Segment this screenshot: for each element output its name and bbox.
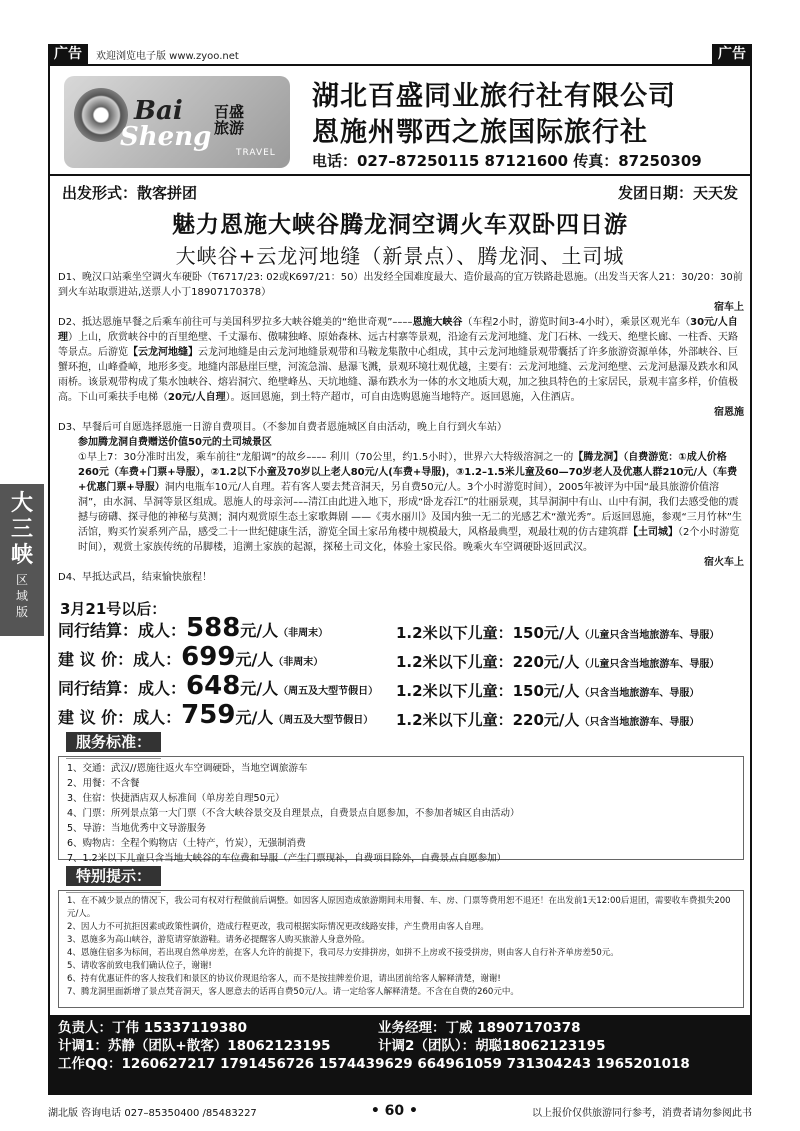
- ad-label-left: 广告: [48, 44, 88, 64]
- ad-label-right: 广告: [712, 44, 752, 64]
- itinerary-day1: D1、晚汉口站乘坐空调火车硬卧（T6717/23: 02或K697/21：50）出发经全国难度最大、造价最高的宜万铁路赴恩施。（出发当天客人21：30/20：30前到火车站取票进站,送票人小丁18907170378）: [58, 272, 743, 298]
- day1-stay: 宿车上: [714, 302, 744, 313]
- day2-stay: 宿恩施: [714, 407, 744, 418]
- notice-list: [58, 890, 744, 1008]
- service-item: 2、用餐：不含餐: [67, 778, 140, 789]
- logo-travel-text: TRAVEL: [236, 148, 276, 158]
- price-row: 同行结算：成人：648元/人（周五及大型节假日） 1.2米以下儿童：150元/人（只含当地旅游车、导服）: [58, 671, 700, 701]
- page-number: • 60 •: [370, 1103, 418, 1119]
- ad-frame: [48, 64, 752, 1095]
- logo-word-sheng: Sheng: [120, 122, 212, 152]
- departure-form: 出发形式：散客拼团: [62, 184, 198, 202]
- notice-item: 3、恩施多为高山峡谷，游览请穿旅游鞋。请务必提醒客人购买旅游人身意外险。: [67, 935, 370, 945]
- company-name-2: 恩施州鄂西之旅国际旅行社: [312, 117, 648, 148]
- tour-title: 魅力恩施大峡谷腾龙洞空调火车双卧四日游: [172, 212, 628, 238]
- departure-row: [62, 182, 738, 203]
- service-heading: 服务标准：: [66, 732, 161, 752]
- baisheng-logo: [64, 76, 290, 168]
- service-item: 6、购物店：全程个购物店（土特产，竹炭），无强制消费: [67, 838, 306, 849]
- page-footer: [48, 1099, 752, 1123]
- contact-bar: [50, 1015, 750, 1093]
- tour-subtitle: 大峡谷+云龙河地缝（新景点）、腾龙洞、土司城: [175, 244, 625, 268]
- adult-price: 588: [186, 613, 241, 643]
- logo-cn-text: 百盛旅游: [214, 103, 245, 137]
- notice-heading: 特别提示：: [66, 866, 161, 886]
- adult-price: 759: [181, 700, 236, 730]
- company-name-1: 湖北百盛同业旅行社有限公司: [312, 81, 676, 112]
- top-ad-bar: [48, 44, 752, 64]
- adult-price: 648: [186, 671, 241, 701]
- side-tab-subtitle: 区域版: [15, 573, 28, 619]
- planner1-contact: 计调1：苏静（团队+散客）18062123195: [58, 1038, 331, 1054]
- price-row: 同行结算：成人：588元/人（非周末） 1.2米以下儿童：150元/人（儿童只含当地旅游车、导服）: [58, 613, 720, 643]
- service-list: [58, 756, 744, 864]
- itinerary-day2: D2、抵达恩施早餐之后乘车前往可与美国科罗拉多大峡谷媲美的“绝世奇观”––––恩施大峡谷（车程2小时，游览时间3-4小时），乘景区观光车（30元/人自理）上山，欣赏峡谷中的百里绝壁、千丈瀑布、傲啸独峰、原始森林、远古村寨等景观，沿途有云龙河地缝、龙门石林、一线天、绝壁长廊、一柱香、天路等景点。后游览【云龙河地缝】云龙河地缝是由云龙河地缝景观带和马鞍龙集散中心组成，其中云龙河地缝景观带囊括了许多旅游资源单体，外部峡谷、巨蟹环抱，山峰叠嶂，地形多变。地缝内部悬崖巨壁，河流急湍、悬瀑飞溅，景观环境壮观优越，主要有：云龙河地缝、云龙河绝壁、云龙河悬瀑及跌水和风雨桥。该景观带构成了集水蚀峡谷、熔岩洞穴、绝壁峰丛、天坑地缝、瀑布跌水为一体的水文地质大观，加之独具特色的土家居民，景观丰富多样，价值极高。下山可乘扶手电梯（20元/人自理）。返回恩施，到土特产超市，可自由选购恩施当地特产。返回恩施，入住酒店。: [58, 317, 738, 403]
- itinerary-day3: D3、早餐后可自愿选择恩施一日游自费项目。（不参加自费者恩施城区自由活动，晚上自行到火车站）: [58, 422, 508, 433]
- price-heading: 3月21号以后：: [60, 600, 167, 618]
- notice-item: 1、在不减少景点的情况下，我公司有权对行程做前后调整。如因客人原因造成旅游期间未用餐、车、房、门票等费用恕不退还！在出发前1天12:00后退团，需要收车费损失200元/人。: [67, 896, 731, 919]
- price-row: 建 议 价：成人：759元/人（周五及大型节假日） 1.2米以下儿童：220元/人（只含当地旅游车、导服）: [58, 700, 700, 730]
- day3-bonus: 参加腾龙洞自费赠送价值50元的土司城景区: [78, 437, 272, 448]
- region-side-tab: [0, 484, 44, 636]
- service-item: 3、住宿：快捷酒店双人标准间（单房差自理50元）: [67, 793, 285, 804]
- itinerary-day4: D4、早抵达武昌，结束愉快旅程！: [58, 572, 213, 583]
- service-item: 4、门票：所列景点第一大门票（不含大峡谷景交及自理景点，自费景点自愿参加，不参加者城区自由活动）: [67, 808, 520, 819]
- footer-right: 以上报价仅供旅游同行参考，消费者请勿参阅此书: [532, 1107, 752, 1119]
- footer-left: 湖北版 咨询电话 027–85350400 /85483227: [48, 1107, 257, 1119]
- biz-manager-contact: 业务经理：丁威 18907170378: [378, 1020, 581, 1036]
- site-link[interactable]: 欢迎浏览电子版 www.zyoo.net: [96, 50, 239, 62]
- price-row: 建 议 价：成人：699元/人（非周末） 1.2米以下儿童：220元/人（儿童只含当地旅游车、导服）: [58, 642, 720, 672]
- logo-word-bai: Bai: [134, 96, 183, 126]
- day3-detail: ①早上7：30分准时出发，乘车前往“龙船调”的故乡–––– 利川（70公里，约1.5小时），世界六大特级溶洞之一的【腾龙洞】（自费游览：①成人价格260元（车费+门票+导服），②1.2以下小童及70岁以上老人80元/人(车费+导服)，③1.2–1.5米儿童及60—70岁老人及优惠人群210元/人（车费+优惠门票+导服）洞内电瓶车10元/人自理。若有客人要去梵音洞天，另自费50元/人。3个小时游览时间），2005年被评为中国“最具旅游价值溶洞”，由水洞、旱洞等景区组成。恩施人的母亲河–––清江由此进入地下，形成“卧龙吞江”的壮丽景观，其旱洞洞中有山、山中有洞，我们去感受他的震撼与磅礴、探寻他的神秘与莫测；洞内观赏原生态土家歌舞剧 ——《夷水丽川》及国内独一无二的光感艺术“激光秀”。后返回恩施，参观“三月竹林”生活馆，购买竹炭系列产品，感受二十一世纪健康生活，游览全国土家吊角楼中规模最大，风格最典型，观最壮观的仿古建筑群【土司城】（2个小时游览时间），观赏土家族传统的吊脚楼，追溯土家族的起源，探秘土司文化，体验土家民俗。晚乘火车空调硬卧返回武汉。: [78, 452, 742, 553]
- service-item: 5、导游：当地优秀中文导游服务: [67, 823, 207, 834]
- service-item: 1、交通：武汉//恩施往返火车空调硬卧，当地空调旅游车: [67, 763, 308, 774]
- price-table: [58, 613, 744, 734]
- notice-item: 2、因人力不可抗拒因素或政策性调价，造成行程更改，我司根据实际情况更改线路安排，产生费用由客人自理。: [67, 922, 489, 932]
- company-header: [50, 66, 750, 176]
- day3-stay: 宿火车上: [704, 557, 744, 568]
- notice-item: 5、请收客前致电我们确认位子，谢谢!: [67, 961, 212, 971]
- notice-item: 7、腾龙洞里面新增了景点梵音洞天，客人愿意去的话再自费50元/人。请一定给客人解释清楚。不含在自费的260元中。: [67, 987, 519, 997]
- service-item: 7、1.2米以下儿童只含当地大峡谷的车位费和导服（产生门票现补，自费项目除外，自费景点自愿参加）: [67, 853, 507, 864]
- qq-contacts: 工作QQ：1260627217 1791456726 1574439629 664961059 731304243 1965201018: [58, 1056, 690, 1072]
- departure-date: 发团日期：天天发: [617, 184, 738, 202]
- adult-price: 699: [181, 642, 236, 672]
- planner2-contact: 计调2（团队）：胡聪18062123195: [378, 1038, 606, 1054]
- side-tab-title: 大三峡: [10, 490, 33, 568]
- manager-contact: 负责人：丁伟 15337119380: [58, 1020, 248, 1036]
- company-phones: 电话：027–87250115 87121600 传真：87250309: [312, 152, 702, 170]
- notice-item: 6、持有优惠证件的客人按我们和景区的协议价现退给客人，而不是按挂牌差价退，请出团前给客人解释清楚，谢谢!: [67, 974, 501, 984]
- notice-item: 4、恩施住宿多为标间，若出现自然单房差，在客人允许的前提下，我司尽力安排拼房，如拼不上房或不接受拼房，则由客人自行补齐单房差50元。: [67, 948, 619, 958]
- itinerary: [58, 270, 744, 585]
